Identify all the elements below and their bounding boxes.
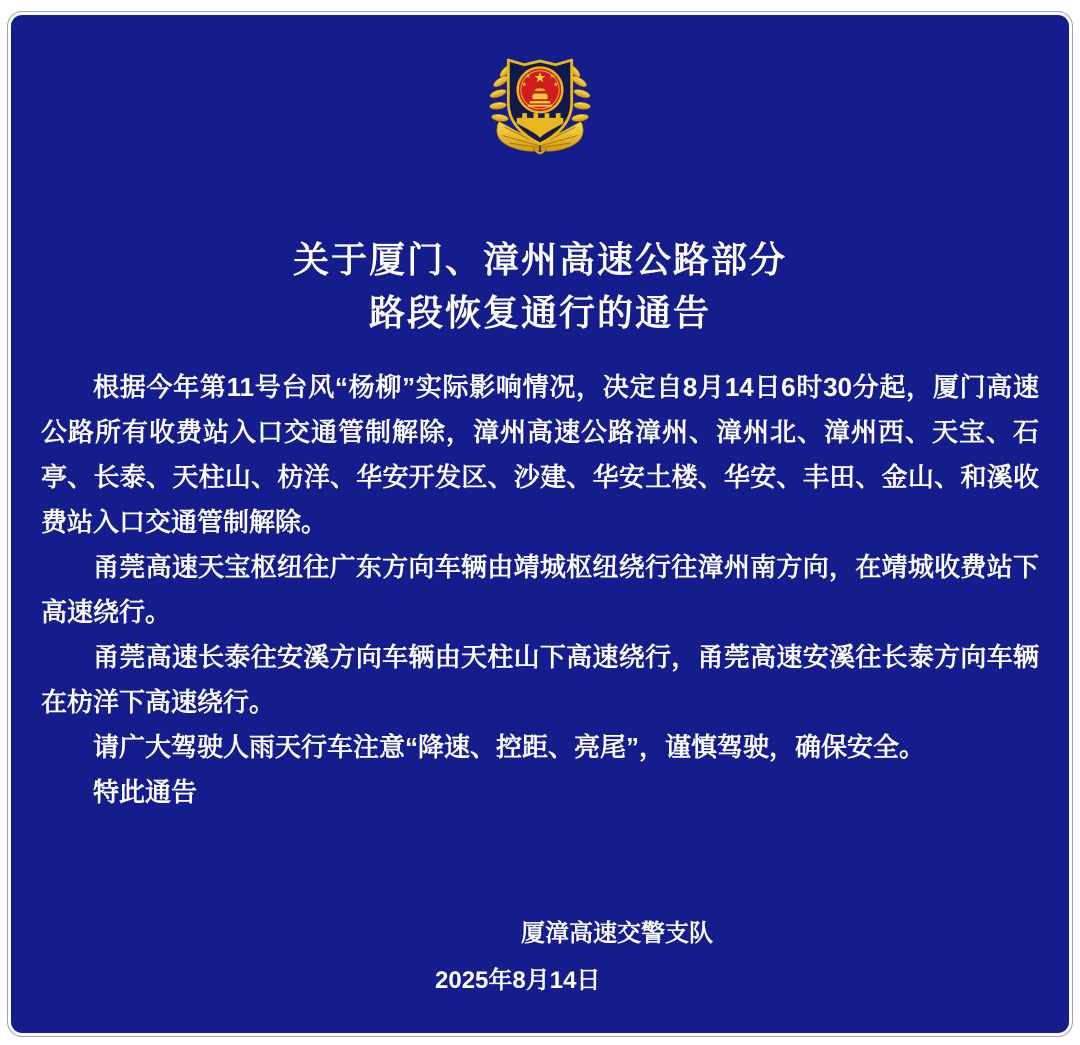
police-badge (484, 47, 596, 175)
signature: 厦漳高速交警支队 (521, 920, 713, 947)
paragraph-1: 根据今年第11号台风“杨柳”实际影响情况，决定自8月14日6时30分起，厦门高速公路所有收费站入口交通管制解除，漳州高速公路漳州、漳州北、漳州西、天宝、石亭、长泰、天柱山、枋洋、华安开发区、沙建、华安土楼、华安、丰田、金山、和溪收费站入口交通管制解除。 (41, 372, 1039, 537)
paragraph-5: 特此通告 (93, 777, 198, 807)
paragraph-4: 请广大驾驶人雨天行车注意“降速、控距、亮尾”，谨慎驾驶，确保安全。 (93, 732, 926, 762)
notice-title (41, 233, 1039, 339)
paragraph-2: 甬莞高速天宝枢纽往广东方向车辆由靖城枢纽绕行往漳州南方向，在靖城收费站下高速绕行。 (41, 552, 1039, 627)
date: 2025年8月14日 (435, 967, 601, 994)
notice-title-line1: 关于厦门、漳州高速公路部分 (292, 239, 787, 280)
notice-card (8, 12, 1072, 1036)
notice-body (41, 365, 1039, 815)
china-police-emblem-icon (484, 47, 596, 170)
paragraph-3: 甬莞高速长泰往安溪方向车辆由天柱山下高速绕行，甬莞高速安溪往长泰方向车辆在枋洋下高速绕行。 (41, 642, 1039, 717)
notice-title-line2: 路段恢复通行的通告 (368, 292, 711, 333)
